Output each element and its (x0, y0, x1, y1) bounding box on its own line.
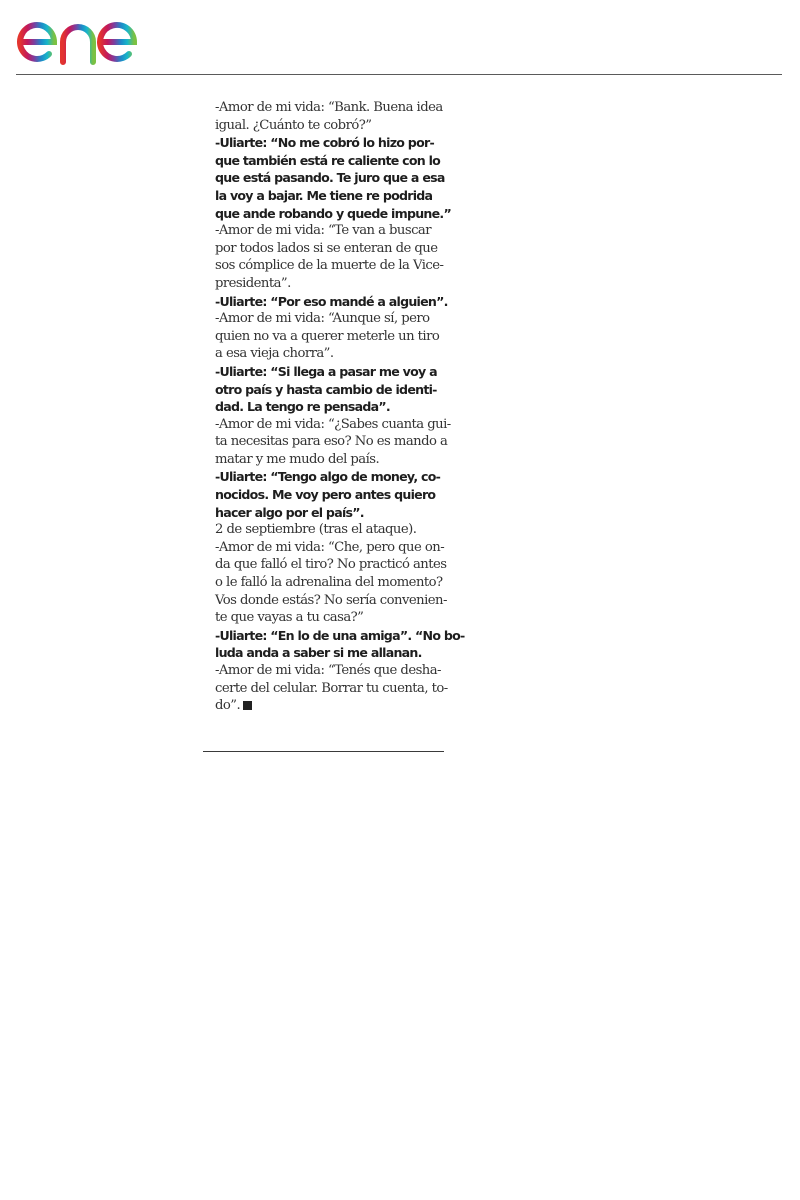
article-line-quote (215, 134, 443, 152)
article-line-quote (215, 169, 443, 187)
article-line-text: -Amor de mi vida: “Aunque sí, pero (215, 311, 430, 327)
article-line (215, 257, 443, 275)
article-line-quote (215, 205, 451, 223)
article-line-text: -Uliarte: “En lo de una amiga”. “No bo- (215, 627, 465, 643)
article-line-text: -Uliarte: “Tengo algo de money, co- (215, 469, 441, 485)
article-column (215, 99, 465, 715)
article-line (215, 240, 443, 258)
article-line (215, 451, 443, 469)
article-line-text: certe del celular. Borrar tu cuenta, to- (215, 680, 448, 696)
article-line-text: que está pasando. Te juro que a esa (215, 170, 445, 186)
enel-logo-mark (16, 6, 176, 70)
article-line-text: -Amor de mi vida: “Tenés que desha- (215, 663, 441, 678)
article-line-text: dad. La tengo re pensada”. (215, 399, 390, 415)
article-line (215, 117, 443, 135)
article-line-quote (215, 152, 443, 170)
article-line (215, 222, 443, 240)
article-line-text: otro país y hasta cambio de identi- (215, 381, 437, 397)
article-line-text: ta necesitas para eso? No es mando a (215, 434, 448, 450)
article-line-text: te que vayas a tu casa?” (215, 610, 364, 626)
article-line (215, 609, 443, 627)
article-line-text: -Amor de mi vida: “Te van a buscar (215, 223, 431, 239)
article-line (215, 328, 443, 346)
header-divider (16, 74, 782, 75)
article-line-text: nocidos. Me voy pero antes quiero (215, 487, 436, 503)
article-line-text: que también está re caliente con lo (215, 152, 441, 168)
article-line-text: -Amor de mi vida: “Che, pero que on- (215, 539, 445, 555)
article-line (215, 99, 443, 117)
article-line-text: luda anda a saber si me allanan. (215, 645, 422, 661)
article-line (215, 662, 443, 680)
article-line-text: matar y me mudo del país. (215, 451, 380, 467)
article-line-quote (215, 398, 443, 416)
article-line-text: sos cómplice de la muerte de la Vice- (215, 258, 444, 274)
article-line-text: -Amor de mi vida: “¿Sabes cuanta gui- (215, 416, 451, 432)
article-line-text: -Amor de mi vida: “Bank. Buena idea (215, 100, 443, 115)
end-of-article-mark (243, 701, 252, 710)
article-line-text: a esa vieja chorra”. (215, 346, 334, 362)
enel-logo (16, 6, 176, 70)
article-line-text: o le falló la adrenalina del momento? (215, 575, 443, 591)
article-line-text: presidenta”. (215, 275, 291, 291)
article-line (215, 416, 451, 434)
column-end-rule (203, 751, 444, 752)
article-line-text: -Uliarte: “Si llega a pasar me voy a (215, 363, 437, 379)
article-line-quote (215, 504, 443, 522)
article-line-text: igual. ¿Cuánto te cobró?” (215, 117, 372, 133)
article-line (215, 574, 443, 592)
article-line-quote (215, 363, 443, 381)
article-line (215, 310, 443, 328)
article-line (215, 275, 443, 293)
article-line (215, 680, 448, 698)
article-line (215, 345, 443, 363)
article-line-text: la voy a bajar. Me tiene re podrida (215, 187, 433, 203)
article-line-text: quien no va a querer meterle un tiro (215, 328, 440, 344)
article-line-text: Vos donde estás? No sería convenien- (215, 592, 447, 608)
article-line-quote (215, 293, 448, 311)
article-line (215, 697, 443, 715)
article-line (215, 433, 448, 451)
article-line-text: 2 de septiembre (tras el ataque). (215, 522, 417, 538)
article-line-quote (215, 627, 465, 645)
article-line-text: do”. (215, 698, 241, 714)
article-line-quote (215, 468, 443, 486)
article-line-quote (215, 381, 443, 399)
article-line-quote (215, 486, 443, 504)
article-line-text: hacer algo por el país”. (215, 504, 364, 520)
article-line-text: por todos lados si se enteran de que (215, 240, 438, 256)
article-line-text: -Uliarte: “Por eso mandé a alguien”. (215, 293, 448, 309)
article-line-text: que ande robando y quede impune.” (215, 205, 451, 221)
article-line (215, 556, 447, 574)
article-line-quote (215, 187, 443, 205)
article-line-quote (215, 644, 443, 662)
article-line (215, 539, 443, 557)
article-line-text: da que falló el tiro? No practicó antes (215, 557, 447, 573)
article-line-text: -Uliarte: “No me cobró lo hizo por- (215, 135, 434, 151)
article-line (215, 521, 443, 539)
article-line (215, 592, 447, 610)
